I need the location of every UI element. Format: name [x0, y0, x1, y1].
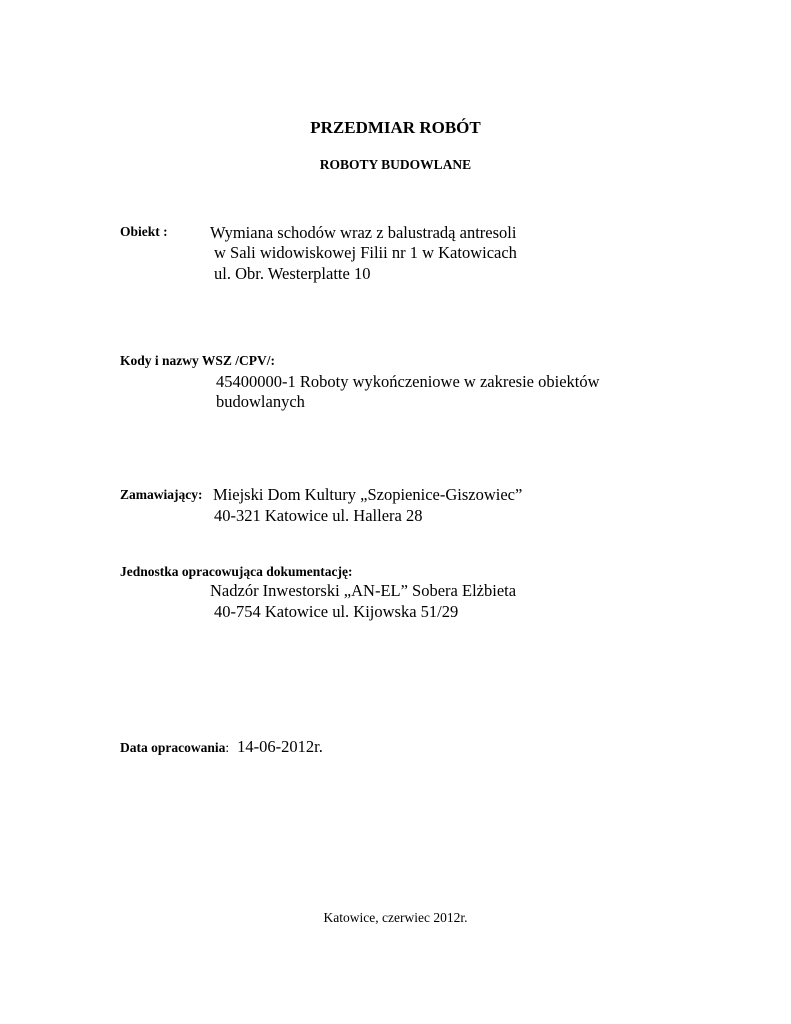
footer-place-date: Katowice, czerwiec 2012r.: [323, 910, 468, 925]
obiekt-label: Obiekt :: [120, 224, 168, 239]
zamawiajacy-line-1: Miejski Dom Kultury „Szopienice-Giszowiec”: [213, 485, 523, 504]
data-opracowania-row: [120, 737, 323, 757]
jednostka-line-1: Nadzór Inwestorski „AN-EL” Sobera Elżbieta: [210, 581, 517, 600]
document-subtitle: ROBOTY BUDOWLANE: [319, 157, 472, 172]
obiekt-line-1: Wymiana schodów wraz z balustradą antresoli: [210, 223, 517, 242]
obiekt-line-2: w Sali widowiskowej Filii nr 1 w Katowicach: [214, 243, 517, 262]
zamawiajacy-label: Zamawiający:: [120, 487, 203, 502]
kody-line-2: budowlanych: [216, 392, 305, 411]
document-title: PRZEDMIAR ROBÓT: [310, 118, 481, 137]
obiekt-line-3: ul. Obr. Westerplatte 10: [214, 264, 371, 283]
jednostka-line-2: 40-754 Katowice ul. Kijowska 51/29: [214, 602, 459, 621]
kody-line-1: 45400000-1 Roboty wykończeniowe w zakresie obiektów: [216, 372, 600, 391]
jednostka-label: Jednostka opracowująca dokumentację:: [120, 564, 353, 579]
data-opracowania-value: 14-06-2012r.: [237, 737, 323, 756]
data-opracowania-separator: :: [225, 740, 230, 755]
kody-label: Kody i nazwy WSZ /CPV/:: [120, 353, 276, 368]
data-opracowania-label: Data opracowania: [120, 740, 226, 755]
zamawiajacy-line-2: 40-321 Katowice ul. Hallera 28: [214, 506, 423, 525]
